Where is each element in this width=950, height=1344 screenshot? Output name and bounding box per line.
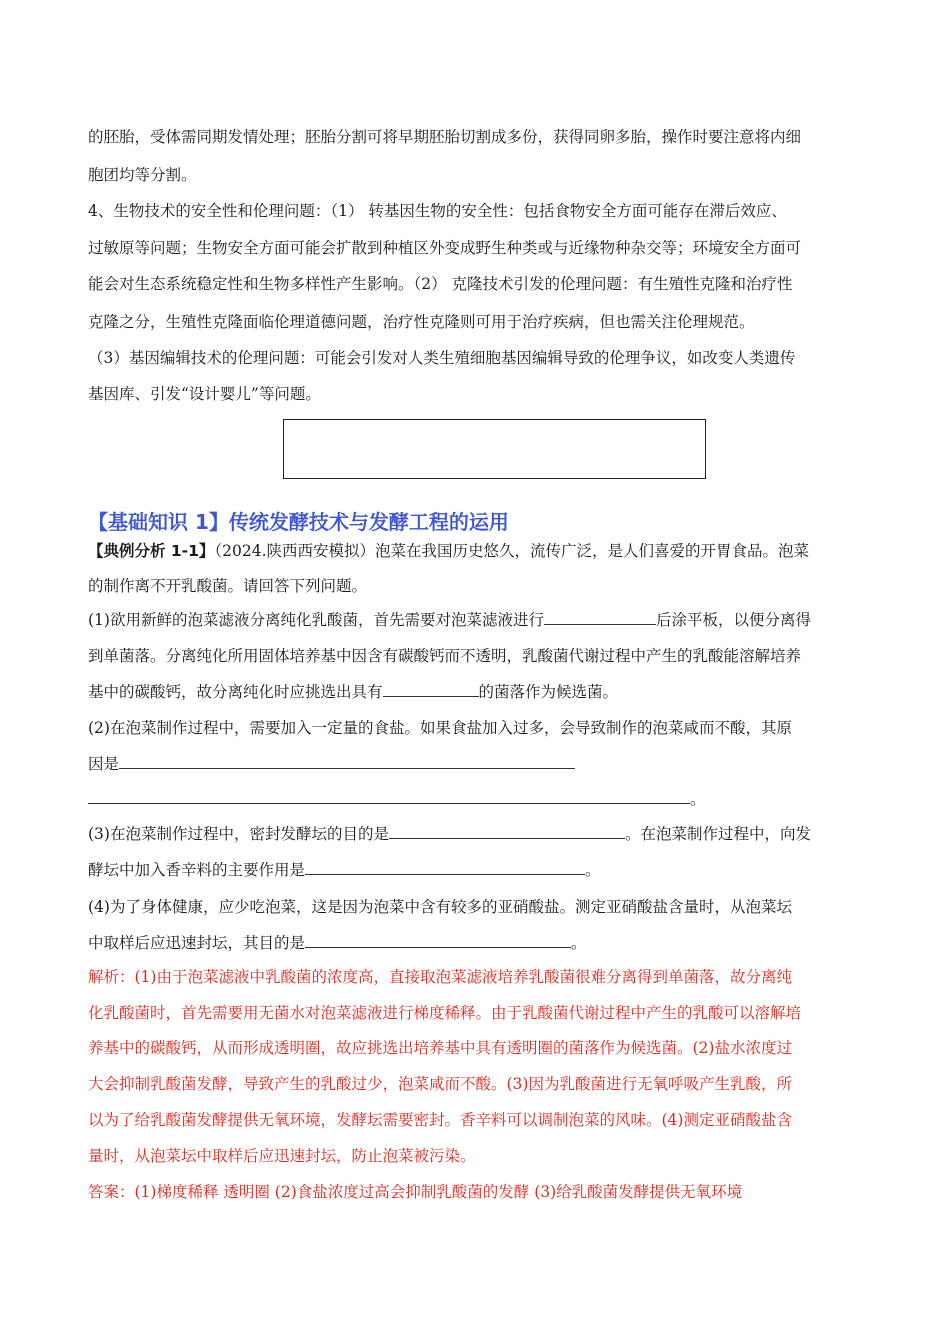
question-4-line [88,932,863,954]
analysis-line: 量时，从泡菜坛中取样后应迅速封坛，防止泡菜被污染。 [88,1147,476,1165]
body-text-line: 的胚胎，受体需同期发情处理；胚胎分割可将早期胚胎切割成多份，获得同卵多胎，操作时要注意将内细 [88,128,802,146]
section-heading: 【基础知识 1】传统发酵技术与发酵工程的运用 [88,510,509,534]
body-text-line: 基因库、引发“设计婴儿”等问题。 [88,385,321,403]
body-text-line: 的制作离不开乳酸菌。请回答下列问题。 [88,577,368,595]
body-text-line: 克隆之分，生殖性克隆面临伦理道德问题，治疗性克隆则可用于治疗疾病，但也需关注伦理规范。 [88,313,755,331]
answer-blank[interactable] [383,681,479,697]
question-text: 后涂平板，以便分离得 [655,611,811,629]
analysis-line: 大会抑制乳酸菌发酵，导致产生的乳酸过少，泡菜咸而不酸。(3)因为乳酸菌进行无氧呼吸产生乳酸，所 [88,1075,792,1093]
answer-blank[interactable] [389,823,625,839]
question-text: (1)欲用新鲜的泡菜滤液分离纯化乳酸菌，首先需要对泡菜滤液进行 [88,611,544,629]
question-2-line [88,788,863,810]
question-text: 。 [585,861,601,879]
question-text: 基中的碳酸钙，故分离纯化时应挑选出具有 [88,683,383,701]
question-1-line [88,681,863,703]
question-text: (3)在泡菜制作过程中，密封发酵坛的目的是 [88,825,389,843]
question-2-line: (2)在泡菜制作过程中，需要加入一定量的食盐。如果食盐加入过多，会导致制作的泡菜咸而不酸，其原 [88,719,792,737]
body-text-line: 4、生物技术的安全性和伦理问题：（1） 转基因生物的安全性：包括食物安全方面可能存在滞后效应、 [88,202,787,220]
answer-blank[interactable] [305,859,585,875]
answer-blank[interactable] [305,932,571,948]
answer-line: 答案：(1)梯度稀释 透明圈 (2)食盐浓度过高会抑制乳酸菌的发酵 (3)给乳酸菌发酵提供无氧环境 [88,1183,743,1201]
answer-blank[interactable] [119,753,575,769]
example-tag: 【典例分析 1-1】 [88,542,215,560]
question-text: 因是 [88,755,120,773]
question-3-line [88,823,863,845]
question-4-line: (4)为了身体健康，应少吃泡菜，这是因为泡菜中含有较多的亚硝酸盐。测定亚硝酸盐含量时，从泡菜坛 [88,898,792,916]
empty-frame-box [283,419,706,479]
question-text: 。在泡菜制作过程中，向发 [624,825,811,843]
example-intro-line [88,540,863,562]
analysis-line: 化乳酸菌时，首先需要用无菌水对泡菜滤液进行梯度稀释。由于乳酸菌代谢过程中产生的乳酸可以溶解培 [88,1004,802,1022]
analysis-line: 养基中的碳酸钙，从而形成透明圈，故应挑选出培养基中具有透明圈的菌落作为候选菌。(2)盐水浓度过 [88,1039,792,1057]
question-text: 。 [571,934,587,952]
body-text-line: 能会对生态系统稳定性和生物多样性产生影响。（2） 克隆技术引发的伦理问题：有生殖性克隆和治疗性 [88,275,793,293]
answer-blank[interactable] [88,788,690,804]
example-intro-text: （2024.陕西西安模拟）泡菜在我国历史悠久，流传广泛，是人们喜爱的开胃食品。泡菜 [214,542,810,560]
answer-blank[interactable] [544,609,656,625]
body-text-line: 到单菌落。分离纯化所用固体培养基中因含有碳酸钙而不透明，乳酸菌代谢过程中产生的乳酸能溶解培养 [88,647,802,665]
body-text-line: （3）基因编辑技术的伦理问题：可能会引发对人类生殖细胞基因编辑导致的伦理争议，如改变人类遗传 [88,349,796,367]
question-3-line [88,859,863,881]
question-1-line [88,609,863,631]
question-2-line [88,753,863,775]
analysis-line: 解析：(1)由于泡菜滤液中乳酸菌的浓度高，直接取泡菜滤液培养乳酸菌很难分离得到单菌落，故分离纯 [88,968,792,986]
question-text: 酵坛中加入香辛料的主要作用是 [88,861,306,879]
question-text: 中取样后应迅速封坛，其目的是 [88,934,306,952]
body-text-line: 过敏原等问题；生物安全方面可能会扩散到种植区外变成野生种类或与近缘物种杂交等；环境安全方面可 [88,239,802,257]
question-text: 的菌落作为候选菌。 [478,683,619,701]
analysis-line: 以为了给乳酸菌发酵提供无氧环境，发酵坛需要密封。香辛料可以调制泡菜的风味。(4)测定亚硝酸盐含 [88,1111,792,1129]
body-text-line: 胞团均等分割。 [88,166,197,184]
question-text: 。 [690,790,706,808]
